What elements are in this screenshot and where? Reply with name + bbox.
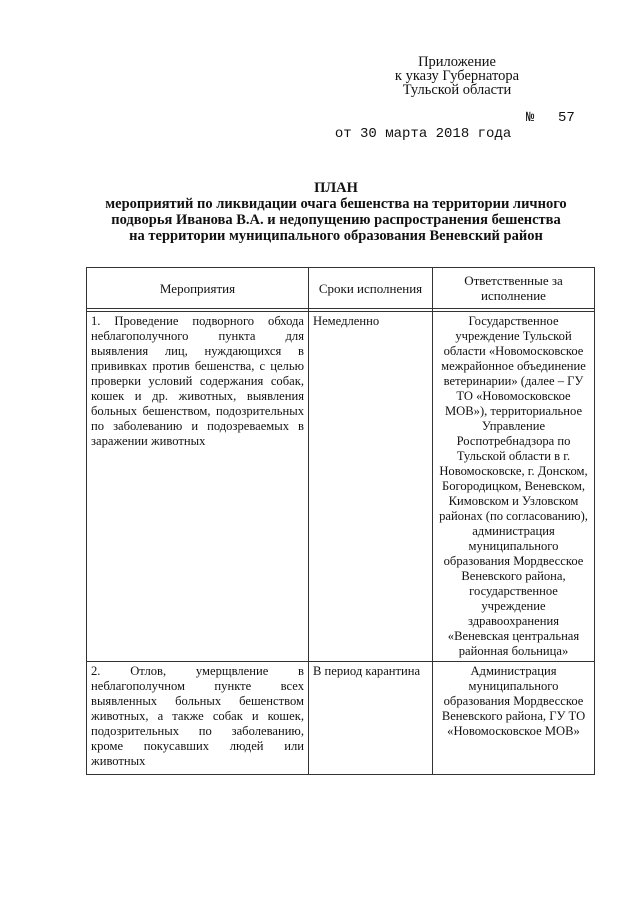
- decree-number-sign: №: [526, 110, 535, 126]
- decree-date: от 30 марта 2018 года: [334, 126, 512, 142]
- table-row: [87, 662, 595, 775]
- appendix-decree-ref: к указу Губернатора: [394, 68, 520, 84]
- row-responsible: Государственное учреждение Тульской области «Новомосковское межрайонное объединение ветеринарии» (далее – ГУ ТО «Новомосковское МОВ»), территориальное Управление Роспотребнадзора по Тульской области в г. Новомосковске, г. Донском, Богородицком, Веневском, Кимовском и Узловском районах (по согласованию), администрация муниципального образования Мордвесское Веневского района, государственное учреждение здравоохранения «Веневская центральная районная больница»: [433, 312, 595, 662]
- document-title-line-1: мероприятий по ликвидации очага бешенства на территории личного: [105, 196, 567, 212]
- decree-number: 57: [558, 110, 575, 126]
- row-deadline: В период карантина: [309, 662, 433, 775]
- header-responsible: Ответственные за исполнение: [433, 268, 595, 309]
- header-deadline: Сроки исполнения: [309, 268, 433, 309]
- row-responsible: Администрация муниципального образования Мордвесское Веневского района, ГУ ТО «Новомосковское МОВ»: [433, 662, 595, 775]
- document-title-line-2: подворья Иванова В.А. и недопущению распространения бешенства: [111, 212, 561, 228]
- table-row: [87, 312, 595, 662]
- row-deadline: Немедленно: [309, 312, 433, 662]
- decree-line: [318, 110, 575, 174]
- header-measures: Мероприятия: [87, 268, 309, 309]
- document-title-line-3: на территории муниципального образования Веневский район: [129, 228, 543, 244]
- row-measure: 2. Отлов, умерщвление в неблагополучном пункте всех выявленных больных бешенством животных, а также собак и кошек, подозрительных по заболеванию, кроме покусавших людей или животных: [87, 662, 309, 775]
- appendix-header: [352, 55, 562, 97]
- measures-table: [86, 267, 595, 775]
- document-title: [80, 180, 592, 244]
- appendix-label: Приложение: [418, 54, 496, 70]
- appendix-region: Тульской области: [402, 82, 512, 98]
- document-title-main: ПЛАН: [314, 180, 358, 196]
- row-measure: 1. Проведение подворного обхода неблагополучного пункта для выявления лиц, нуждающихся в прививках против бешенства, с целью проверки условий содержания собак, кошек и др. животных, выявления больных бешенством, подозрительных по заболеванию и подозреваемых в заражении животных: [87, 312, 309, 662]
- table-header-row: [87, 268, 595, 309]
